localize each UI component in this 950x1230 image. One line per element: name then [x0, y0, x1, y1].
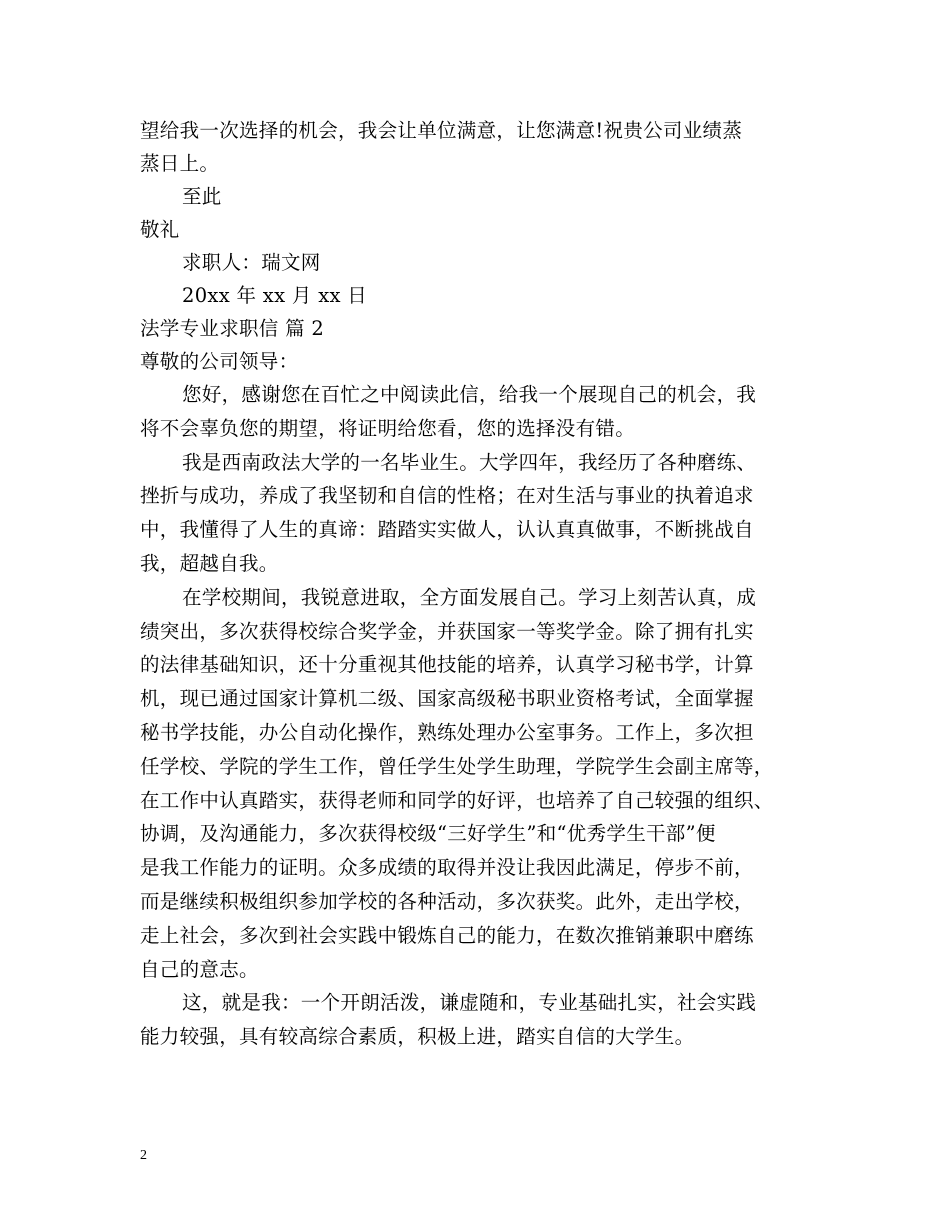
text-line: 在学校期间，我锐意进取，全方面发展自己。学习上刻苦认真，成: [182, 585, 757, 609]
text-line: 任学校、学院的学生工作，曾任学生处学生助理，学院学生会副主席等，: [140, 754, 774, 778]
text-line: 我，超越自我。: [140, 551, 279, 575]
text-line: 至此: [182, 185, 222, 208]
document-body: [140, 114, 830, 1054]
text-line: 绩突出，多次获得校综合奖学金，并获国家一等奖学金。除了拥有扎实: [140, 619, 754, 643]
text-line: 秘书学技能，办公自动化操作，熟练处理办公室事务。工作上，多次担: [140, 720, 754, 744]
text-line: 而是继续积极组织参加学校的各种活动，多次获奖。此外，走出学校，: [140, 889, 754, 913]
text-line: 20xx 年 xx 月 xx 日: [182, 284, 368, 307]
text-line: 走上社会，多次到社会实践中锻炼自己的能力，在数次推销兼职中磨练: [140, 923, 754, 947]
text-line: 您好，感谢您在百忙之中阅读此信，给我一个展现自己的机会，我: [182, 383, 757, 406]
page-number: 2: [140, 1148, 147, 1163]
text-line: 敬礼: [140, 218, 180, 241]
text-line: 协调，及沟通能力，多次获得校级“三好学生”和“优秀学生干部”便: [140, 822, 716, 846]
text-line: 中，我懂得了人生的真谛：踏踏实实做人，认认真真做事，不断挑战自: [140, 518, 754, 542]
text-line: 机，现已通过国家计算机二级、国家高级秘书职业资格考试，全面掌握: [140, 687, 754, 711]
text-line: 自己的意志。: [140, 957, 259, 981]
text-line: 在工作中认真踏实，获得老师和同学的好评，也培养了自己较强的组织、: [140, 788, 774, 812]
text-line: 这，就是我：一个开朗活泼，谦虚随和，专业基础扎实，社会实践: [182, 991, 757, 1015]
text-line: 挫折与成功，养成了我坚韧和自信的性格；在对生活与事业的执着追求: [140, 484, 754, 508]
text-line: 的法律基础知识，还十分重视其他技能的培养，认真学习秘书学，计算: [140, 653, 754, 677]
text-line: 是我工作能力的证明。众多成绩的取得并没让我因此满足，停步不前，: [140, 856, 754, 880]
salutation: 尊敬的公司领导：: [140, 350, 299, 373]
text-line: 望给我一次选择的机会，我会让单位满意，让您满意!祝贵公司业绩蒸: [140, 119, 743, 142]
text-line: 蒸日上。: [140, 152, 220, 175]
text-line: 我是西南政法大学的一名毕业生。大学四年，我经历了各种磨练、: [182, 450, 757, 474]
text-line: 能力较强，具有较高综合素质，积极上进，踏实自信的大学生。: [140, 1025, 695, 1049]
text-line: 求职人：瑞文网: [182, 251, 321, 274]
section-heading: 法学专业求职信 篇 2: [140, 317, 325, 340]
text-line: 将不会辜负您的期望，将证明给您看，您的选择没有错。: [140, 416, 636, 440]
